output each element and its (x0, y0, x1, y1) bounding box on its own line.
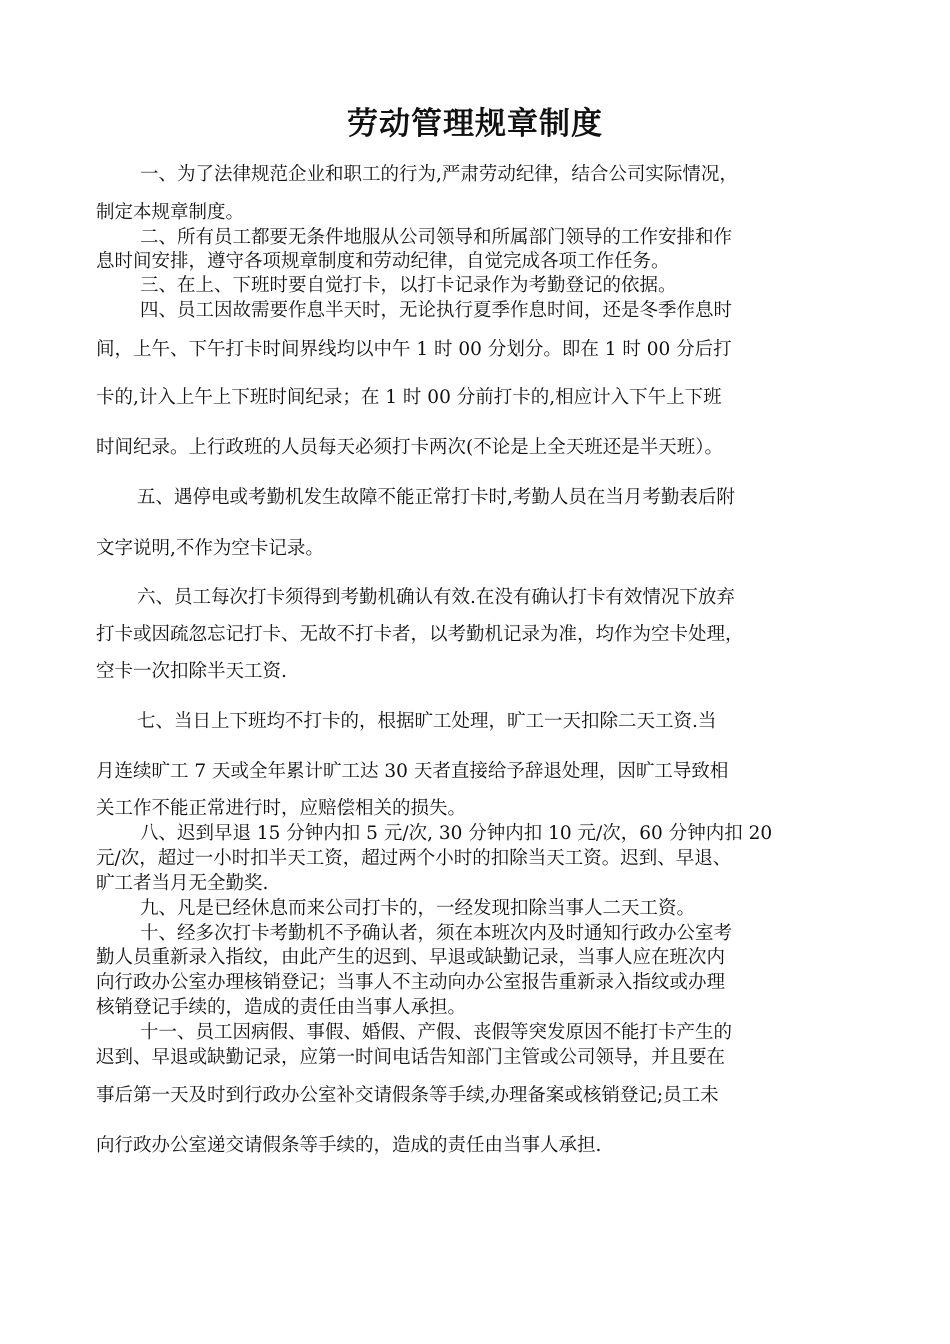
rule-10-line-3: 向行政办公室办理核销登记；当事人不主动向办公室报告重新录入指纹或办理 (96, 972, 726, 993)
rule-4-line-4: 时间纪录。上行政班的人员每天必须打卡两次(不论是上全天班还是半天班）。 (96, 437, 723, 458)
rule-11-line-4: 向行政办公室递交请假条等手续的，造成的责任由当事人承担. (96, 1135, 602, 1156)
rule-7-line-2: 月连续旷工 7 天或全年累计旷工达 30 天者直接给予辞退处理，因旷工导致相 (96, 761, 729, 782)
rule-4-line-3: 卡的,计入上午上下班时间纪录；在 1 时 00 分前打卡的,相应计入下午上下班 (96, 387, 722, 408)
rule-5-line-2: 文字说明,不作为空卡记录。 (96, 538, 324, 559)
rule-8-line-2: 元/次，超过一小时扣半天工资，超过两个小时的扣除当天工资。迟到、早退、 (96, 848, 732, 869)
rule-4-line-1: 四、员工因故需要作息半天时，无论执行夏季作息时间，还是冬季作息时 (140, 300, 733, 321)
rule-1-line-2: 制定本规章制度。 (96, 202, 245, 223)
rule-4-line-2: 间，上午、下午打卡时间界线均以中午 1 时 00 分划分。即在 1 时 00 分后打 (96, 339, 732, 360)
rule-2-line-1: 二、所有员工都要无条件地服从公司领导和所属部门领导的工作安排和作 (140, 227, 733, 248)
rule-7-line-3: 关工作不能正常进行时，应赔偿相关的损失。 (96, 798, 467, 819)
rule-6-line-3: 空卡一次扣除半天工资. (96, 661, 287, 682)
rule-11-line-2: 迟到、早退或缺勤记录，应第一时间电话告知部门主管或公司领导，并且要在 (96, 1047, 726, 1068)
rule-10-line-1: 十、经多次打卡考勤机不予确认者，须在本班次内及时通知行政办公室考 (140, 923, 733, 944)
rule-8-line-1: 八、迟到早退 15 分钟内扣 5 元/次, 30 分钟内扣 10 元/次，60 分钟内扣 20 (140, 823, 773, 844)
rule-10-line-2: 勤人员重新录入指纹，由此产生的迟到、早退或缺勤记录，当事人应在班次内 (96, 947, 726, 968)
rule-9-line-1: 九、凡是已经休息而来公司打卡的，一经发现扣除当事人二天工资。 (140, 898, 696, 919)
rule-6-line-1: 六、员工每次打卡须得到考勤机确认有效.在没有确认打卡有效情况下放弃 (137, 587, 735, 608)
rule-6-line-2: 打卡或因疏忽忘记打卡、无故不打卡者，以考勤机记录为准，均作为空卡处理， (96, 624, 744, 645)
rule-2-line-2: 息时间安排，遵守各项规章制度和劳动纪律，自觉完成各项工作任务。 (96, 251, 670, 272)
rule-5-line-1: 五、遇停电或考勤机发生故障不能正常打卡时,考勤人员在当月考勤表后附 (137, 487, 735, 508)
rule-10-line-4: 核销登记手续的，造成的责任由当事人承担。 (96, 997, 467, 1018)
rule-1-line-1: 一、为了法律规范企业和职工的行为,严肃劳动纪律，结合公司实际情况， (140, 164, 738, 185)
rule-8-line-3: 旷工者当月无全勤奖. (96, 873, 269, 894)
document-title: 劳动管理规章制度 (347, 106, 603, 142)
rule-11-line-3: 事后第一天及时到行政办公室补交请假条等手续,办理备案或核销登记;员工未 (96, 1085, 719, 1106)
rule-7-line-1: 七、当日上下班均不打卡的，根据旷工处理，旷工一天扣除二天工资.当 (137, 711, 717, 732)
rule-11-line-1: 十一、员工因病假、事假、婚假、产假、丧假等突发原因不能打卡产生的 (140, 1022, 733, 1043)
rule-3-line-1: 三、在上、下班时要自觉打卡，以打卡记录作为考勤登记的依据。 (140, 275, 677, 296)
